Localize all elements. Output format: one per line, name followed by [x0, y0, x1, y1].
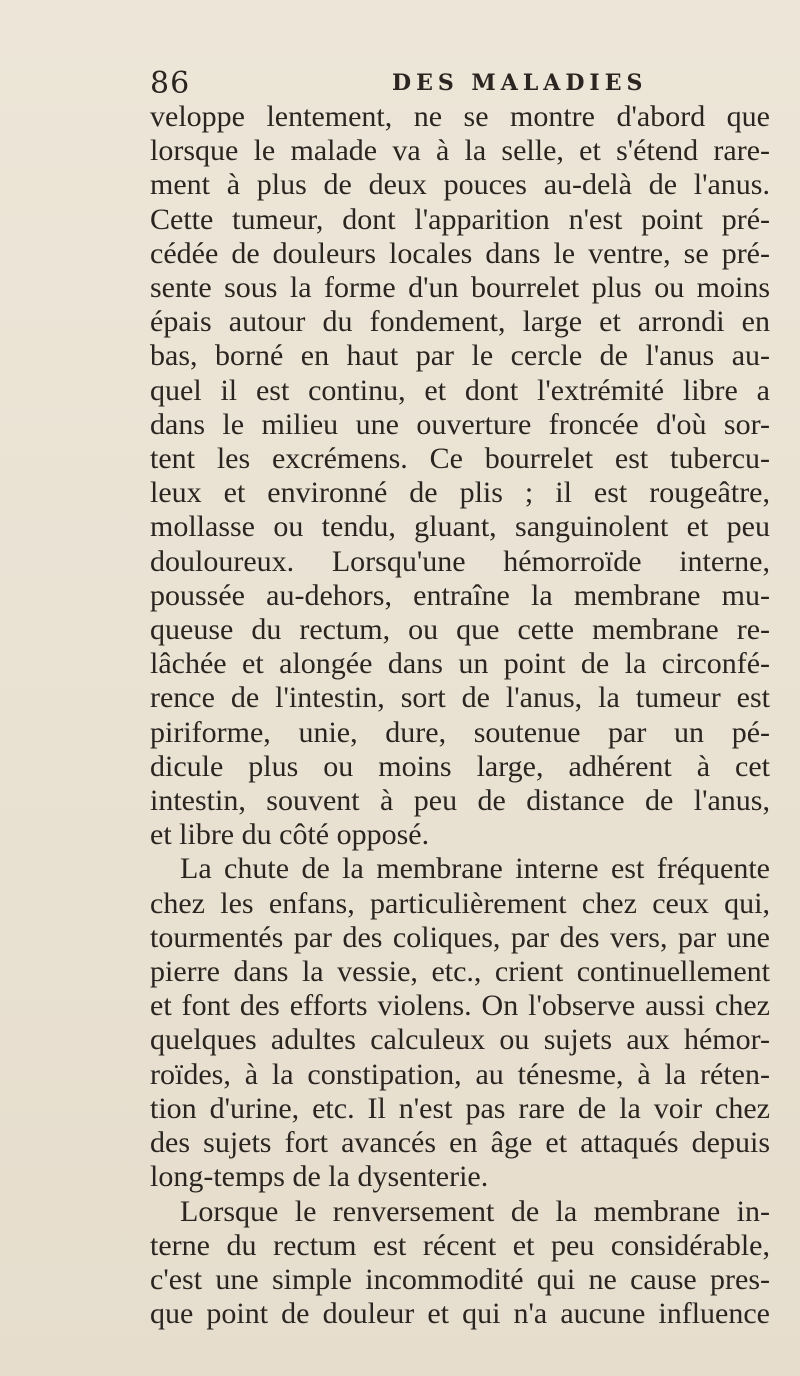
text-line: que point de douleur et qui n'a aucune influence: [150, 1297, 770, 1331]
text-line: lorsque le malade va à la selle, et s'étend rare-: [150, 134, 770, 168]
text-line: leux et environné de plis ; il est rougeâtre,: [150, 476, 770, 510]
text-line: piriforme, unie, dure, soutenue par un pé-: [150, 715, 770, 749]
text-line: terne du rectum est récent et peu considérable,: [150, 1228, 770, 1262]
text-line: Lorsque le renversement de la membrane in-: [180, 1194, 770, 1228]
text-line: dicule plus ou moins large, adhérent à cet: [150, 749, 770, 783]
text-line: des sujets fort avancés en âge et attaqués depuis: [150, 1126, 770, 1160]
text-line: ment à plus de deux pouces au-delà de l'anus.: [150, 168, 770, 202]
text-line: dans le milieu une ouverture froncée d'où sor-: [150, 407, 770, 441]
text-line: douloureux. Lorsqu'une hémorroïde interne,: [150, 544, 770, 578]
text-line: Cette tumeur, dont l'apparition n'est point pré-: [150, 202, 770, 236]
text-line: intestin, souvent à peu de distance de l'anus,: [150, 784, 770, 818]
text-line: cédée de douleurs locales dans le ventre, se pré-: [150, 236, 770, 270]
text-line: tion d'urine, etc. Il n'est pas rare de la voir chez: [150, 1091, 770, 1125]
text-line: sente sous la forme d'un bourrelet plus ou moins: [150, 271, 770, 305]
text-line: mollasse ou tendu, gluant, sanguinolent et peu: [150, 510, 770, 544]
text-line: tent les excrémens. Ce bourrelet est tubercu-: [150, 442, 770, 476]
text-line: bas, borné en haut par le cercle de l'anus au-: [150, 339, 770, 373]
text-line: quel il est continu, et dont l'extrémité libre a: [150, 373, 770, 407]
text-line: tourmentés par des coliques, par des vers, par une: [150, 920, 770, 954]
body-text: [150, 100, 770, 1331]
running-head: DES MALADIES: [392, 70, 648, 96]
text-line: et font des efforts violens. On l'observe aussi chez: [150, 989, 770, 1023]
text-line: c'est une simple incommodité qui ne cause pres-: [150, 1262, 770, 1296]
text-line: veloppe lentement, ne se montre d'abord que: [150, 100, 770, 133]
text-line: poussée au-dehors, entraîne la membrane mu-: [150, 578, 770, 612]
text-line: quelques adultes calculeux ou sujets aux hémor-: [150, 1023, 770, 1057]
text-line: La chute de la membrane interne est fréquente: [180, 852, 770, 886]
text-line: chez les enfans, particulièrement chez ceux qui,: [150, 886, 770, 920]
text-line: et libre du côté opposé.: [150, 818, 430, 852]
text-line: queuse du rectum, ou que cette membrane re-: [150, 613, 770, 647]
text-line: long-temps de la dysenterie.: [150, 1160, 489, 1194]
page-number: 86: [150, 66, 191, 101]
text-line: roïdes, à la constipation, au ténesme, à la réten-: [150, 1057, 770, 1091]
text-line: épais autour du fondement, large et arrondi en: [150, 305, 770, 339]
text-line: rence de l'intestin, sort de l'anus, la tumeur est: [150, 681, 770, 715]
text-line: pierre dans la vessie, etc., crient continuellement: [150, 955, 770, 989]
text-line: lâchée et alongée dans un point de la circonfé-: [150, 647, 770, 681]
